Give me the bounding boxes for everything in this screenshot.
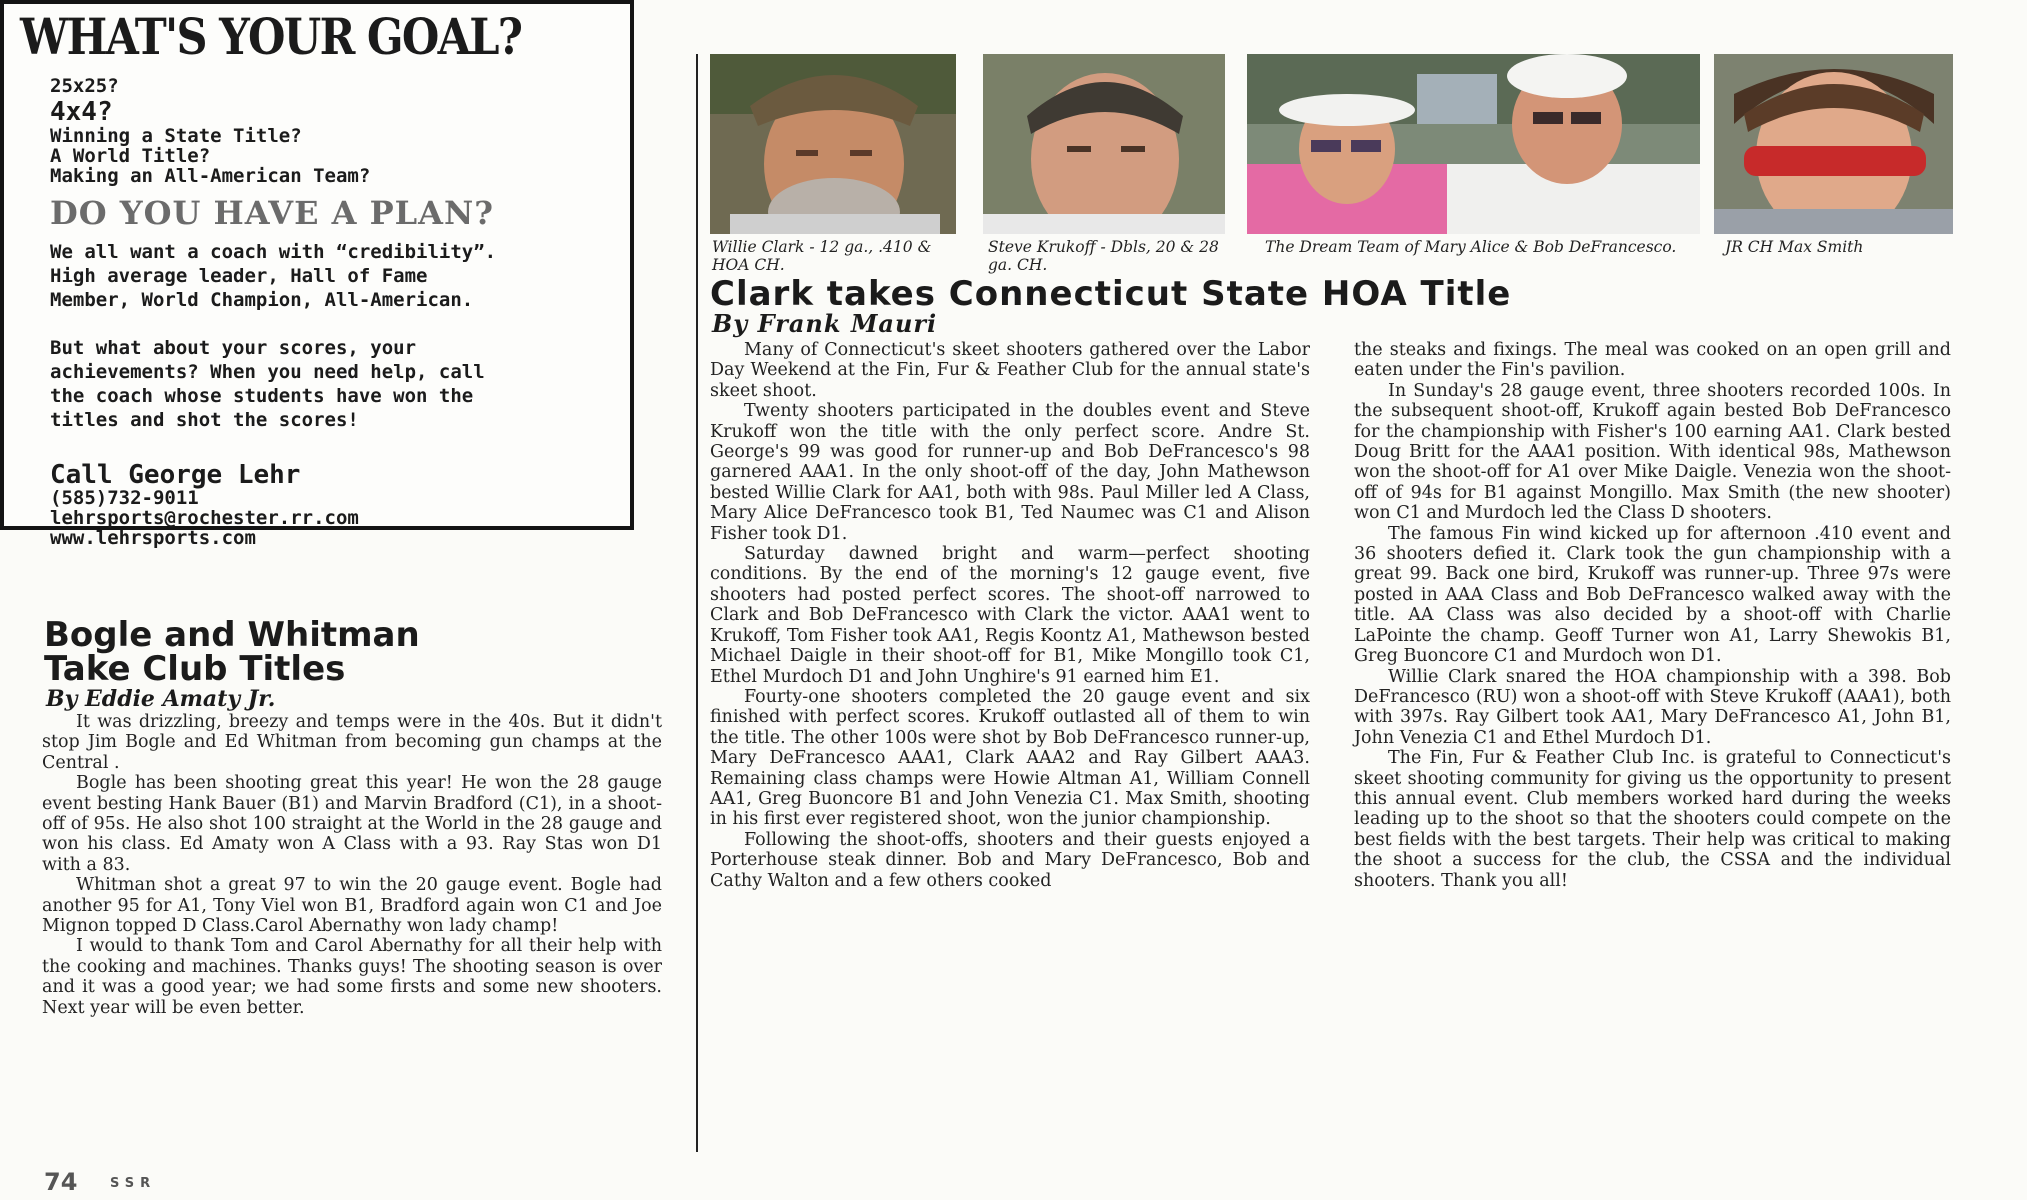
- ad-paragraph: [50, 240, 614, 432]
- page-number: 74: [44, 1168, 78, 1196]
- paragraph: the steaks and fixings. The meal was cooked on an open grill and eaten under the Fin's pavilion.: [1354, 340, 1951, 381]
- ad-contact: [50, 488, 614, 548]
- photo-max-smith: [1714, 54, 1953, 234]
- paragraph: In Sunday's 28 gauge event, three shooters recorded 100s. In the subsequent shoot-off, Krukoff again bested Bob DeFrancesco for the championship with Fisher's 100 earning AA1. Clark bested Doug Britt for the AAA1 position. With identical 98s, Mathewson won the shoot-off for A1 over Mike Daigle. Venezia won the shoot-off of 94s for B1 against Mongillo. Max Smith (the new shooter) won C1 and Murdoch led the Class D shooters.: [1354, 380, 1951, 524]
- ad-box: [0, 0, 634, 549]
- ad-goal: 25x25?: [50, 75, 119, 97]
- ad-phone: (585)732-9011: [50, 487, 199, 509]
- ad-line: the coach whose students have won the: [50, 385, 474, 407]
- ad-line: We all want a coach with “credibility”.: [50, 241, 497, 263]
- column-divider: [696, 54, 698, 1152]
- left-article-byline: By Eddie Amaty Jr.: [46, 686, 276, 712]
- ad-goal: A World Title?: [50, 145, 211, 167]
- ad-goal: Winning a State Title?: [50, 125, 302, 147]
- ad-line: titles and shot the scores!: [50, 409, 359, 431]
- paragraph: The Fin, Fur & Feather Club Inc. is grateful to Connecticut's skeet shooting community for giving us the opportunity to present this annual event. Club members worked hard during the weeks leading up to the shoot so that the shooters could compete on the best fields with the best targets. Their help was critical to making the shoot a success for the club, the CSSA and the individual shooters. Thank you all!: [1354, 748, 1951, 891]
- ad-plan-heading: DO YOU HAVE A PLAN?: [50, 194, 494, 232]
- paragraph: The famous Fin wind kicked up for afternoon .410 event and 36 shooters defied it. Clark took the gun championship with a great 99. Back one bird, Krukoff was runner-up. Three 97s were posted in AAA Class and Bob DeFrancesco walked away with the title. AA Class was also decided by a shoot-off with Charlie LaPointe the champ. Geoff Turner won A1, Larry Shewokis B1, Greg Buoncore C1 and Murdoch won D1.: [1354, 523, 1951, 667]
- photo-willie-clark: [710, 54, 956, 234]
- ad-line: But what about your scores, your: [50, 337, 417, 359]
- paragraph: It was drizzling, breezy and temps were in the 40s. But it didn't stop Jim Bogle and Ed Whitman from becoming gun champs at the Central .: [42, 712, 662, 773]
- ad-email: lehrsports@rochester.rr.com: [50, 507, 359, 529]
- main-article-byline: By Frank Mauri: [712, 309, 938, 338]
- left-title-line: Take Club Titles: [44, 649, 346, 689]
- ad-headline: WHAT'S YOUR GOAL?: [20, 7, 522, 66]
- left-article-title: [44, 615, 684, 689]
- main-article-title: Clark takes Connecticut State HOA Title: [710, 274, 1512, 314]
- publication-name: SSR: [110, 1176, 157, 1191]
- ad-goals-list: [50, 74, 614, 186]
- left-title-line: Bogle and Whitman: [44, 615, 420, 655]
- ad-goal: Making an All-American Team?: [50, 165, 371, 187]
- photo-caption: Steve Krukoff - Dbls, 20 & 28 ga. CH.: [988, 238, 1219, 274]
- photo-steve-krukoff: [983, 54, 1225, 234]
- ad-line: Member, World Champion, All-American.: [50, 289, 474, 311]
- ad-website: www.lehrsports.com: [50, 527, 256, 549]
- paragraph: Following the shoot-offs, shooters and their guests enjoyed a Porterhouse steak dinner. Bob and Mary DeFrancesco, Bob and Cathy Walton and a few others cooked: [710, 829, 1310, 891]
- paragraph: Many of Connecticut's skeet shooters gathered over the Labor Day Weekend at the Fin, Fur & Feather Club for the annual state's skeet shoot.: [710, 340, 1310, 401]
- main-article-column-2: [1354, 340, 1951, 891]
- left-article-body: [42, 712, 662, 1018]
- main-article-column-1: [710, 340, 1310, 891]
- paragraph: Willie Clark snared the HOA championship with a 398. Bob DeFrancesco (RU) won a shoot-off with Steve Krukoff (AAA1), both with 397s. Ray Gilbert took AA1, Mary DeFrancesco A1, John B1, John Venezia C1 and Ethel Murdoch D1.: [1354, 666, 1951, 748]
- ad-line: High average leader, Hall of Fame: [50, 265, 428, 287]
- paragraph: Bogle has been shooting great this year! He won the 28 gauge event besting Hank Bauer (B1) and Marvin Bradford (C1), in a shoot-off of 95s. He also shot 100 straight at the World in the 28 gauge and won his class. Ed Amaty won A Class with a 93. Ray Stas won D1 with a 83.: [42, 773, 662, 875]
- paragraph: I would to thank Tom and Carol Abernathy for all their help with the cooking and machines. Thanks guys! The shooting season is over and it was a good year; we had some firsts and some new shooters. Next year will be even better.: [42, 936, 662, 1018]
- photo-caption: JR CH Max Smith: [1725, 238, 1864, 256]
- ad-line: achievements? When you need help, call: [50, 361, 485, 383]
- paragraph: Twenty shooters participated in the doubles event and Steve Krukoff won the title with the only perfect score. Andre St. George's 99 was good for runner-up and Bob DeFrancesco's 98 garnered AAA1. In the only shoot-off of the day, John Mathewson bested Willie Clark for AA1, both with 98s. Paul Miller led A Class, Mary Alice DeFrancesco took B1, Ted Naumec was C1 and Alison Fisher took D1.: [710, 401, 1310, 544]
- paragraph: Whitman shot a great 97 to win the 20 gauge event. Bogle had another 95 for A1, Tony Viel won B1, Bradford again won C1 and Joe Mignon topped D Class.Carol Abernathy won lady champ!: [42, 875, 662, 937]
- photo-caption: The Dream Team of Mary Alice & Bob DeFrancesco.: [1265, 238, 1677, 256]
- photo-dream-team: [1247, 54, 1700, 234]
- ad-goal: 4x4?: [50, 97, 113, 127]
- photo-caption: Willie Clark - 12 ga., .410 & HOA CH.: [712, 238, 932, 274]
- ad-call-line: Call George Lehr: [50, 460, 301, 490]
- paragraph: Saturday dawned bright and warm—perfect shooting conditions. By the end of the morning's 12 gauge event, five shooters had posted perfect scores. The shoot-off narrowed to Clark and Bob DeFrancesco with Clark the victor. AAA1 went to Krukoff, Tom Fisher took AA1, Regis Koontz A1, Mathewson bested Michael Daigle in their shoot-off for B1, Mike Mongillo took C1, Ethel Murdoch D1 and John Unghire's 91 earned him E1.: [710, 544, 1310, 687]
- paragraph: Fourty-one shooters completed the 20 gauge event and six finished with perfect scores. Krukoff outlasted all of them to win the title. The other 100s were shot by Bob DeFrancesco runner-up, Mary DeFrancesco AAA1, Clark AAA2 and Ray Gilbert AAA3. Remaining class champs were Howie Altman A1, William Connell AA1, Greg Buoncore B1 and John Venezia C1. Max Smith, shooting in his first ever registered shoot, won the junior championship.: [710, 686, 1310, 830]
